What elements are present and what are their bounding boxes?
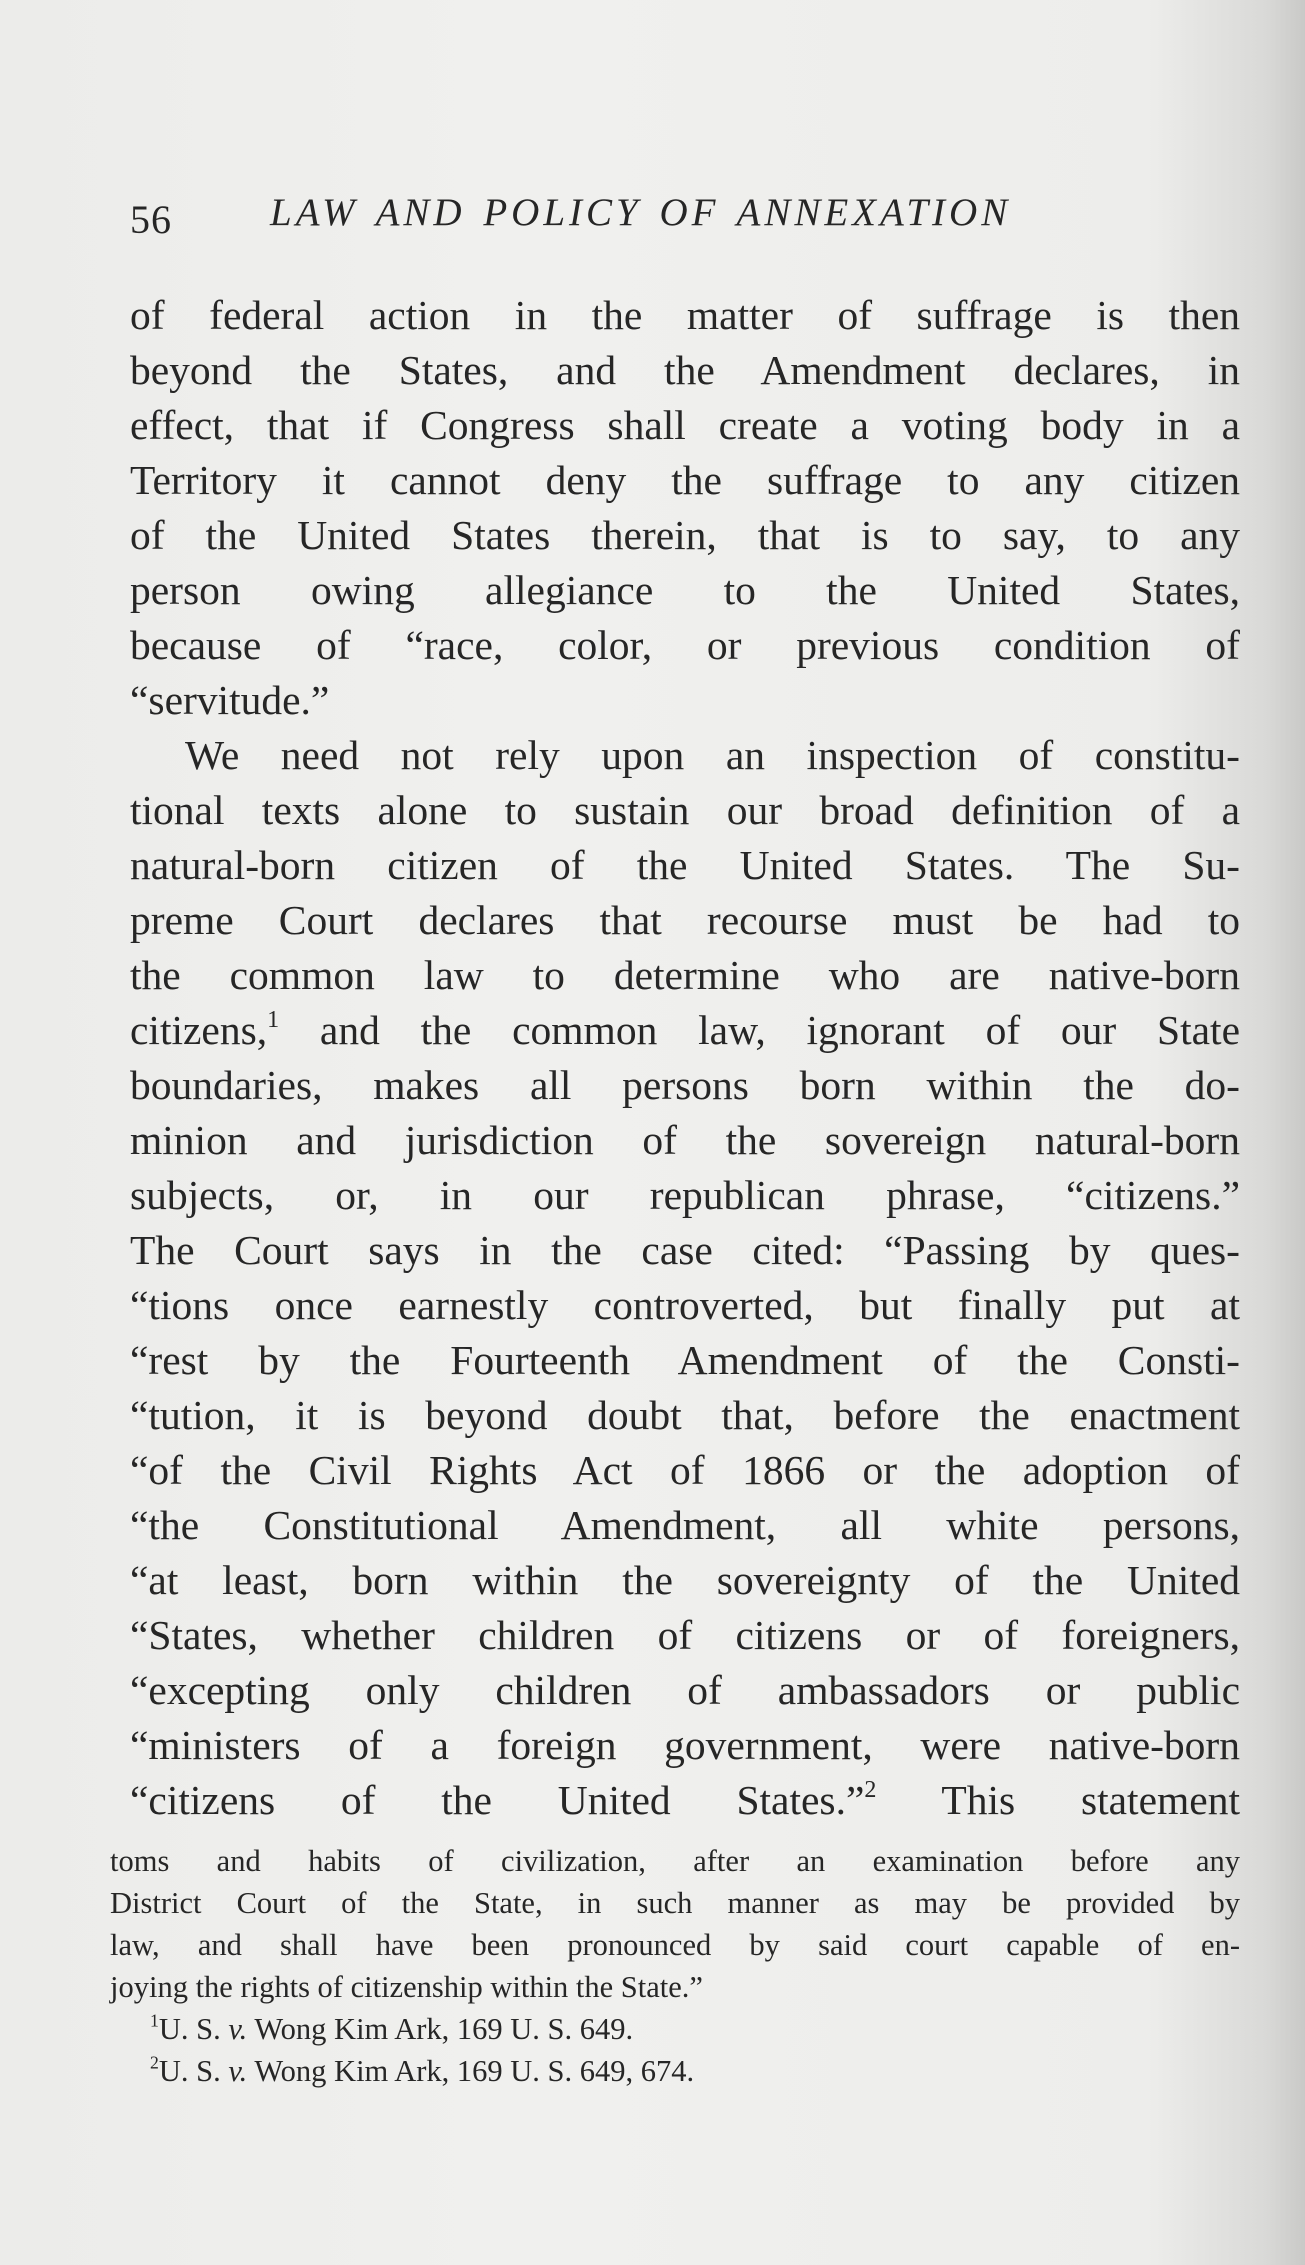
text-segment: This statement xyxy=(876,1777,1240,1823)
text-line: Territory it cannot deny the suffrage to any citizen xyxy=(130,457,1240,503)
text-line: the common law to determine who are native-born xyxy=(130,952,1240,998)
text-line-with-footnote-ref xyxy=(130,1003,1240,1058)
footnote-ref-1: 1 xyxy=(267,1007,280,1034)
text-line: of the United States therein, that is to say, to any xyxy=(130,512,1240,558)
text-line: “excepting only children of ambassadors or public xyxy=(130,1667,1240,1713)
text-line-with-footnote-ref xyxy=(130,1773,1240,1828)
text-line: preme Court declares that recourse must be had to xyxy=(130,897,1240,943)
footnote-marker: 2 xyxy=(150,2052,159,2073)
footnote-italic: v. xyxy=(228,2054,248,2088)
text-line: “ministers of a foreign government, were native-born xyxy=(130,1722,1240,1768)
page-header xyxy=(130,190,1240,250)
footnote-ref-2: 2 xyxy=(864,1777,877,1804)
page-number: 56 xyxy=(130,197,172,242)
text-line: “the Constitutional Amendment, all white persons, xyxy=(130,1502,1240,1548)
text-line: effect, that if Congress shall create a voting body in a xyxy=(130,402,1240,448)
note-line: District Court of the State, in such manner as may be provided by xyxy=(110,1886,1240,1920)
text-line: “States, whether children of citizens or of foreigners, xyxy=(130,1612,1240,1658)
footnote-1 xyxy=(110,2008,1240,2050)
text-line: because of “race, color, or previous condition of xyxy=(130,622,1240,668)
text-line: subjects, or, in our republican phrase, “citizens.” xyxy=(130,1172,1240,1218)
footnote-marker: 1 xyxy=(150,2010,159,2031)
running-title: LAW AND POLICY OF ANNEXATION xyxy=(270,191,1012,234)
text-line: person owing allegiance to the United States, xyxy=(130,567,1240,613)
text-line: “tions once earnestly controverted, but finally put at xyxy=(130,1282,1240,1328)
text-segment: “citizens of the United States.” xyxy=(130,1777,865,1823)
footnote-text: U. S. xyxy=(158,2012,229,2046)
text-segment: and the common law, ignorant of our State xyxy=(279,1007,1240,1053)
footnote-italic: v. xyxy=(228,2012,248,2046)
text-line: tional texts alone to sustain our broad definition of a xyxy=(130,787,1240,833)
text-line: “of the Civil Rights Act of 1866 or the adoption of xyxy=(130,1447,1240,1493)
note-line: law, and shall have been pronounced by said court capable of en- xyxy=(110,1928,1240,1962)
text-line: We need not rely upon an inspection of constitu- xyxy=(185,732,1240,778)
text-line: “rest by the Fourteenth Amendment of the Consti- xyxy=(130,1337,1240,1383)
note-line: toms and habits of civilization, after an examination before any xyxy=(110,1844,1240,1878)
text-line: minion and jurisdiction of the sovereign natural-born xyxy=(130,1117,1240,1163)
text-line: “at least, born within the sovereignty of the United xyxy=(130,1557,1240,1603)
footnote-text: Wong Kim Ark, 169 U. S. 649, 674. xyxy=(247,2054,695,2088)
text-line: natural-born citizen of the United States. The Su- xyxy=(130,842,1240,888)
text-line: “tution, it is beyond doubt that, before the enactment xyxy=(130,1392,1240,1438)
footnote-text: Wong Kim Ark, 169 U. S. 649. xyxy=(247,2012,634,2046)
footnote-text: U. S. xyxy=(158,2054,229,2088)
text-line: beyond the States, and the Amendment declares, in xyxy=(130,347,1240,393)
text-line: The Court says in the case cited: “Passing by ques- xyxy=(130,1227,1240,1273)
footnote-2 xyxy=(110,2050,1240,2092)
text-line: boundaries, makes all persons born within the do- xyxy=(130,1062,1240,1108)
text-line: “servitude.” xyxy=(130,677,330,723)
text-segment: citizens, xyxy=(130,1007,268,1053)
main-text xyxy=(130,288,1240,1828)
footnotes-section xyxy=(110,1840,1240,2092)
note-line: joying the rights of citizenship within the State.” xyxy=(110,1970,703,2004)
text-line: of federal action in the matter of suffrage is then xyxy=(130,292,1240,338)
